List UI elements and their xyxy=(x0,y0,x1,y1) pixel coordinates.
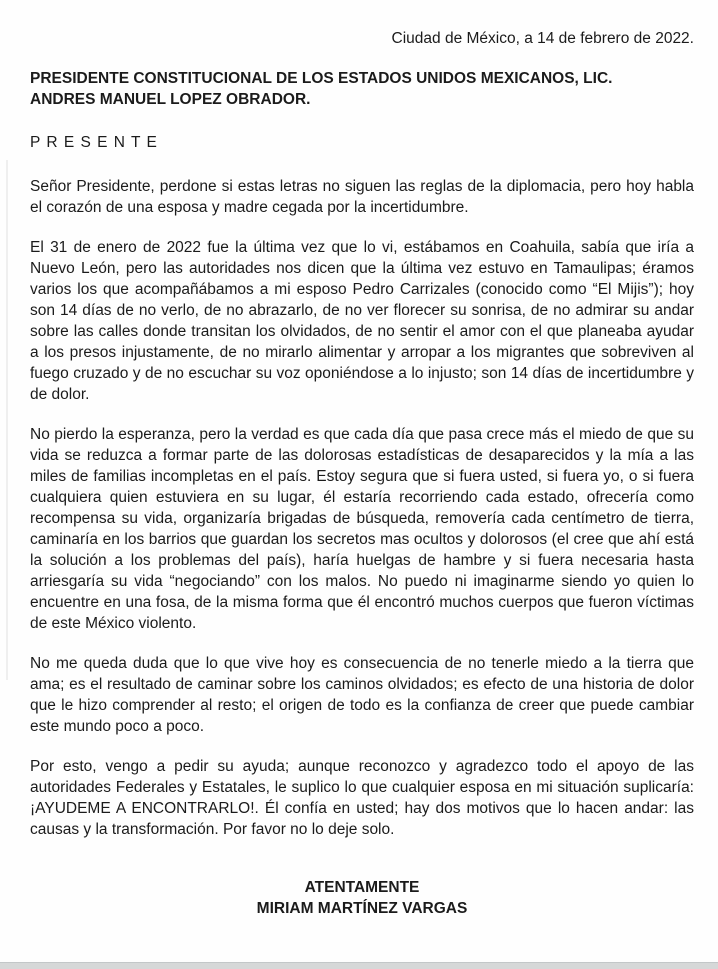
signature-block xyxy=(30,877,694,919)
letter-paragraph-5: Por esto, vengo a pedir su ayuda; aunque reconozco y agradezco todo el apoyo de las autoridades Federales y Estatales, le suplico lo que cualquier esposa en mi situación suplicaría: ¡AYUDEME A ENCONTRARLO!. Él confía en usted; hay dos motivos que lo hacen andar: las causas y la transformación. Por favor no lo deje solo. xyxy=(30,758,694,838)
letter-salutation: P R E S E N T E xyxy=(30,134,158,151)
letter-paragraph-3: No pierdo la esperanza, pero la verdad es que cada día que pasa crece más el miedo de que su vida se reduzca a formar parte de las dolorosas estadísticas de desaparecidos y la mía a las miles de familias incompletas en el país. Estoy segura que si fuera usted, si fuera yo, o si fuera cualquiera quien estuviera en su lugar, él estaría recorriendo cada estado, ofrecería como recompensa su vida, organizaría brigadas de búsqueda, removería cada centímetro de tierra, caminaría en los barrios que guardan los secretos mas ocultos y dolorosos (el cree que ahí está la solución a los problemas del país), haría huelgas de hambre y si fuera necesaria hasta arriesgaría su vida “negociando” con los malos. No puedo ni imaginarme siendo yo quien lo encuentre en una fosa, de la misma forma que él encontró muchos cuerpos que fueron víctimas de este México violento. xyxy=(30,426,694,632)
letter-signature-name: MIRIAM MARTÍNEZ VARGAS xyxy=(256,900,468,917)
letter-paragraph-2: El 31 de enero de 2022 fue la última vez que lo vi, estábamos en Coahuila, sabía que iría a Nuevo León, pero las autoridades nos dicen que la última vez estuvo en Tamaulipas; éramos varios los que acompañábamos a mi esposo Pedro Carrizales (conocido como “El Mijis”); hoy son 14 días de no verlo, de no abrazarlo, de no ver florecer su sonrisa, de no admirar su andar sobre las calles donde transitan los olvidados, de no sentir el amor con el que planeaba ayudar a los presos injustamente, de no mirarlo alimentar y arropar a los migrantes que sobreviven al fuego cruzado y de no escuchar su voz oponiéndose a lo injusto; son 14 días de incertidumbre y de dolor. xyxy=(30,239,694,403)
letter-paragraph-1: Señor Presidente, perdone si estas letras no siguen las reglas de la diplomacia, pero hoy habla el corazón de una esposa y madre cegada por la incertidumbre. xyxy=(30,178,694,216)
letter-closing: ATENTAMENTE xyxy=(304,879,420,896)
letter-paragraph-4: No me queda duda que lo que vive hoy es consecuencia de no tenerle miedo a la tierra que ama; es el resultado de caminar sobre los caminos olvidados; es efecto de una historia de dolor que le hizo comprender al resto; el origen de todo es la confianza de creer que puede cambiar este mundo poco a poco. xyxy=(30,655,694,735)
letter-recipient: PRESIDENTE CONSTITUCIONAL DE LOS ESTADOS UNIDOS MEXICANOS, LIC. ANDRES MANUEL LOPEZ OBRADOR. xyxy=(30,70,613,108)
letter-date: Ciudad de México, a 14 de febrero de 2022. xyxy=(391,30,694,47)
scan-bottom-edge-artifact xyxy=(0,962,718,969)
